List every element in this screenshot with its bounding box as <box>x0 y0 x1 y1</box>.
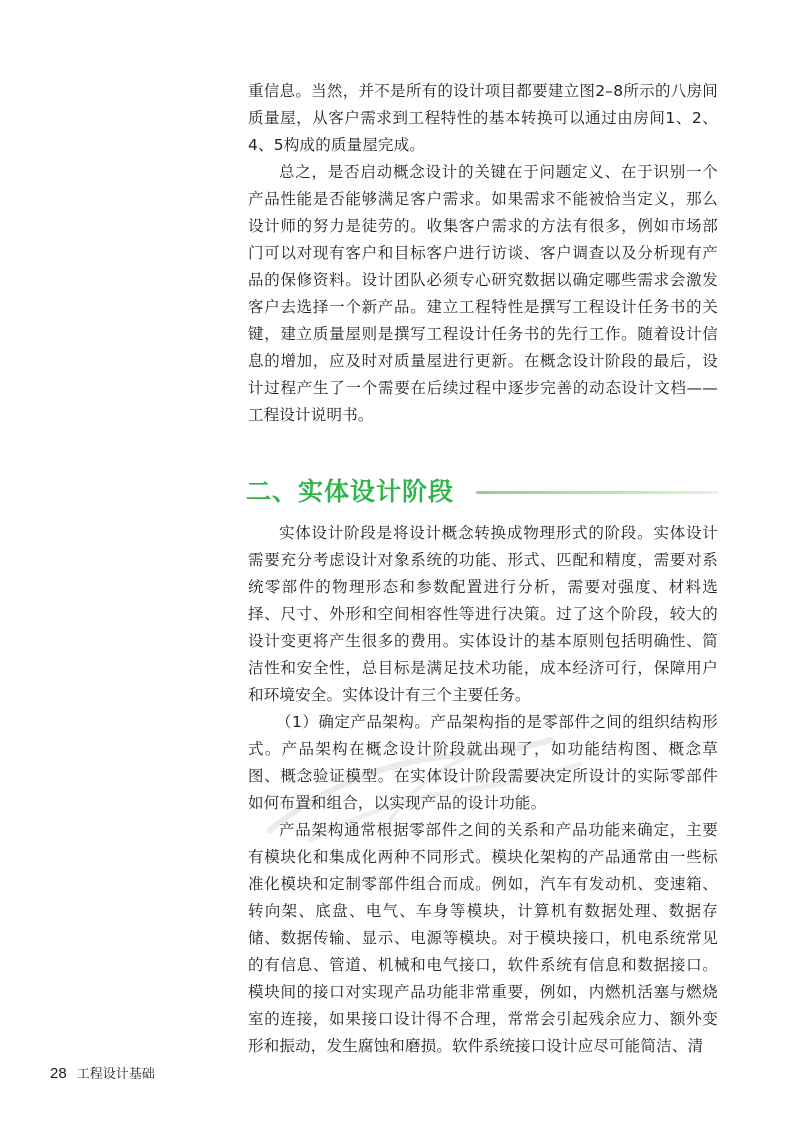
paragraph: 产品架构通常根据零部件之间的关系和产品功能来确定，主要有模块化和集成化两种不同形式。模块化架构的产品通常由一些标准化模块和定制零部件组合而成。例如，汽车有发动机、变速箱、转向架、底盘、电气、车身等模块，计算机有数据处理、数据存储、数据传输、显示、电源等模块。对于模块接口，机电系统常见的有信息、管道、机械和电气接口，软件系统有信息和数据接口。模块间的接口对实现产品功能非常重要，例如，内燃机活塞与燃烧室的连接，如果接口设计得不合理，常常会引起残余应力、额外变形和振动，发生腐蚀和磨损。软件系统接口设计应尽可能简洁、清 <box>248 821 718 1055</box>
page-footer <box>50 1063 155 1082</box>
section-divider <box>476 491 718 494</box>
paragraph: 总之，是否启动概念设计的关键在于问题定义、在于识别一个产品性能是否能够满足客户需求。如果需求不能被恰当定义，那么设计师的努力是徒劳的。收集客户需求的方法有很多，例如市场部门可以对现有客户和目标客户进行访谈、客户调查以及分析现有产品的保修资料。设计团队必须专心研究数据以确定哪些需求会激发客户去选择一个新产品。建立工程特性是撰写工程设计任务书的关键，建立质量屋则是撰写工程设计任务书的先行工作。随着设计信息的增加，应及时对质量屋进行更新。在概念设计阶段的最后，设计过程产生了一个需要在后续过程中逐步完善的动态设计文档——工程设计说明书。 <box>248 163 718 424</box>
page-number: 28 <box>50 1065 67 1082</box>
paragraph: 实体设计阶段是将设计概念转换成物理形式的阶段。实体设计需要充分考虑设计对象系统的功能、形式、匹配和精度，需要对系统零部件的物理形态和参数配置进行分析，需要对强度、材料选择、尺寸、外形和空间相容性等进行决策。过了这个阶段，较大的设计变更将产生很多的费用。实体设计的基本原则包括明确性、简洁性和安全性，总目标是满足技术功能，成本经济可行，保障用户和环境安全。实体设计有三个主要任务。 <box>248 524 718 704</box>
section-title: 二、实体设计阶段 <box>246 477 455 506</box>
paragraph: （1）确定产品架构。产品架构指的是零部件之间的组织结构形式。产品架构在概念设计阶段就出现了，如功能结构图、概念草图、概念验证模型。在实体设计阶段需要决定所设计的实际零部件如何布置和组合，以实现产品的设计功能。 <box>248 713 718 812</box>
paragraph: 重信息。当然，并不是所有的设计项目都要建立图2–8所示的八房间质量屋，从客户需求到工程特性的基本转换可以通过由房间1、2、4、5构成的质量屋完成。 <box>248 82 718 154</box>
section-heading <box>246 470 718 510</box>
body-text-bottom <box>248 520 718 1060</box>
body-text-top <box>248 78 718 429</box>
running-title: 工程设计基础 <box>76 1067 155 1082</box>
